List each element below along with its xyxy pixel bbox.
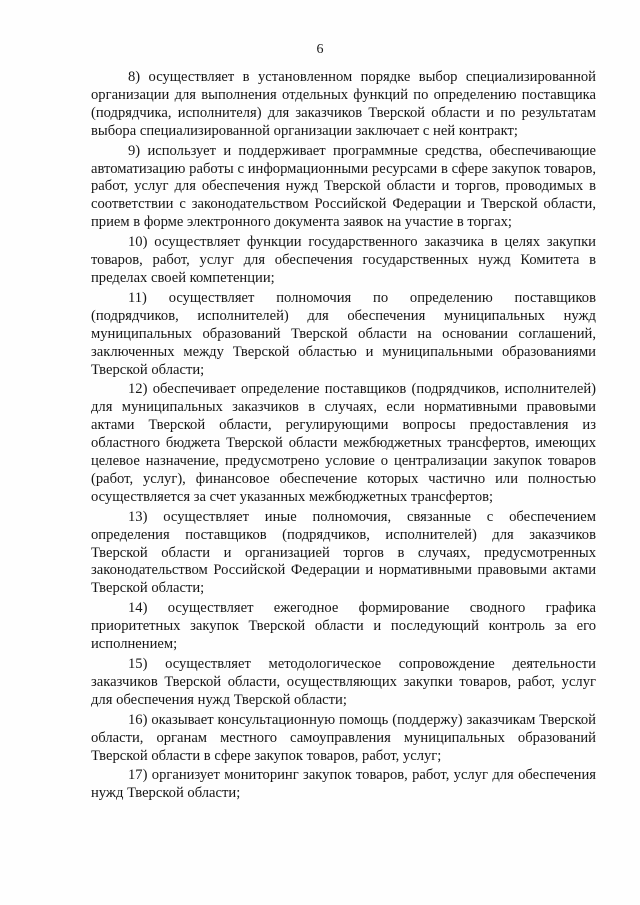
document-body [91,69,596,805]
paragraph-item-11: 11) осуществляет полномочия по определению поставщиков (подрядчиков, исполнителей) для обеспечения муниципальных нужд муниципальных образований Тверской области на основании соглашений, заключенных между Тверской областью и муниципальными образованиями Тверской области; [91,289,596,378]
paragraph-item-13: 13) осуществляет иные полномочия, связанные с обеспечением определения поставщиков (подрядчиков, исполнителей) для заказчиков Тверской области и организацией торгов в случаях, предусмотренных законодательством Российской Федерации и нормативными правовыми актами Тверской области; [91,508,596,597]
paragraph-item-8: 8) осуществляет в установленном порядке выбор специализированной организации для выполнения отдельных функций по определению поставщика (подрядчика, исполнителя) для заказчиков Тверской области и по результатам выбора специализированной организации заключает с ней контракт; [91,69,596,139]
paragraph-item-17: 17) организует мониторинг закупок товаров, работ, услуг для обеспечения нужд Тверской области; [91,767,596,802]
paragraph-item-9: 9) использует и поддерживает программные средства, обеспечивающие автоматизацию работы с информационными ресурсами в сфере закупок товаров, работ, услуг для обеспечения нужд Тверской области и торгов, проводимых в соответствии с законодательством Российской Федерации и Тверской области, прием в форме электронного документа заявок на участие в торгах; [91,142,596,231]
paragraph-item-10: 10) осуществляет функции государственного заказчика в целях закупки товаров, работ, услуг для обеспечения государственных нужд Комитета в пределах своей компетенции; [91,234,596,286]
paragraph-item-12: 12) обеспечивает определение поставщиков (подрядчиков, исполнителей) для муниципальных заказчиков в случаях, если нормативными правовыми актами Тверской области, регулирующими вопросы предоставления из областного бюджета Тверской области межбюджетных трансфертов, имеющих целевое назначение, предусмотрено условие о централизации закупок товаров (работ, услуг), финансовое обеспечение которых частично или полностью осуществляется за счет указанных межбюджетных трансфертов; [91,381,596,505]
page-number: 6 [316,42,324,57]
paragraph-item-15: 15) осуществляет методологическое сопровождение деятельности заказчиков Тверской области, осуществляющих закупки товаров, работ, услуг для обеспечения нужд Тверской области; [91,656,596,708]
paragraph-item-16: 16) оказывает консультационную помощь (поддержу) заказчикам Тверской области, органам местного самоуправления муниципальных образований Тверской области в сфере закупок товаров, работ, услуг; [91,711,596,764]
paragraph-item-14: 14) осуществляет ежегодное формирование сводного графика приоритетных закупок Тверской области и последующий контроль за его исполнением; [91,600,596,653]
